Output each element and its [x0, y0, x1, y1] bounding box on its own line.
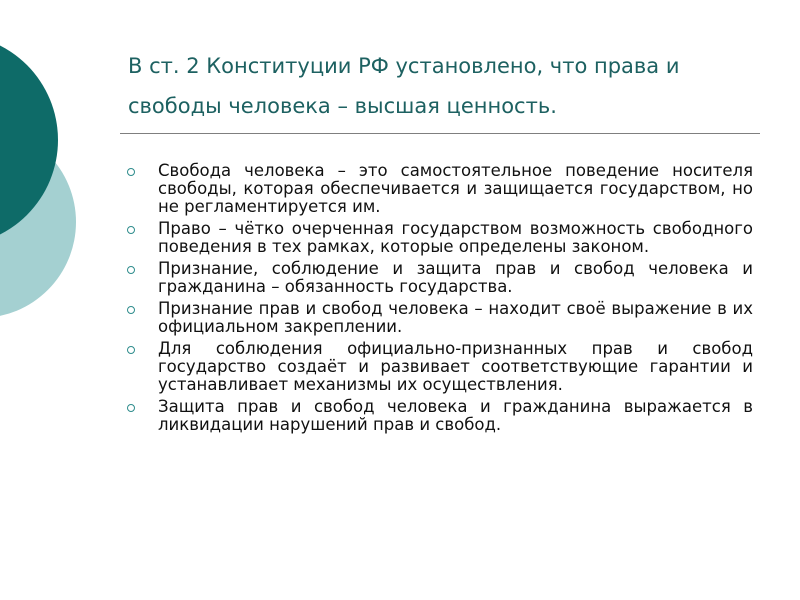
bullet-item — [126, 220, 753, 256]
decorative-circles — [0, 0, 130, 340]
bullet-text: Для соблюдения официально-признанных прав и свобод государство создаёт и развивает соответствующие гарантии и устанавливает механизмы их осуществления. — [158, 339, 753, 394]
bullet-text: Право – чётко очерченная государством возможность свободного поведения в тех рамках, которые определены законом. — [158, 219, 753, 256]
bullet-item — [126, 340, 753, 394]
circle-bullet-icon — [127, 346, 135, 354]
title-divider — [120, 133, 760, 134]
bullet-text: Свобода человека – это самостоятельное поведение носителя свободы, которая обеспечивается и защищается государством, но не регламентируется им. — [158, 161, 753, 216]
bullet-item — [126, 162, 753, 216]
bullet-text: Признание, соблюдение и защита прав и свобод человека и гражданина – обязанность государства. — [158, 259, 753, 296]
bullet-item — [126, 300, 753, 336]
bullet-list — [126, 162, 753, 438]
circle-bullet-icon — [127, 404, 135, 412]
circle-bullet-icon — [127, 168, 135, 176]
circle-bullet-icon — [127, 306, 135, 314]
bullet-text: Признание прав и свобод человека – находит своё выражение в их официальном закреплении. — [158, 299, 753, 336]
bullet-item — [126, 260, 753, 296]
slide-title: В ст. 2 Конституции РФ установлено, что права и свободы человека – высшая ценность. — [128, 54, 680, 118]
bullet-item — [126, 398, 753, 434]
circle-bullet-icon — [127, 266, 135, 274]
bullet-text: Защита прав и свобод человека и гражданина выражается в ликвидации нарушений прав и свобод. — [158, 397, 753, 434]
circle-bullet-icon — [127, 226, 135, 234]
